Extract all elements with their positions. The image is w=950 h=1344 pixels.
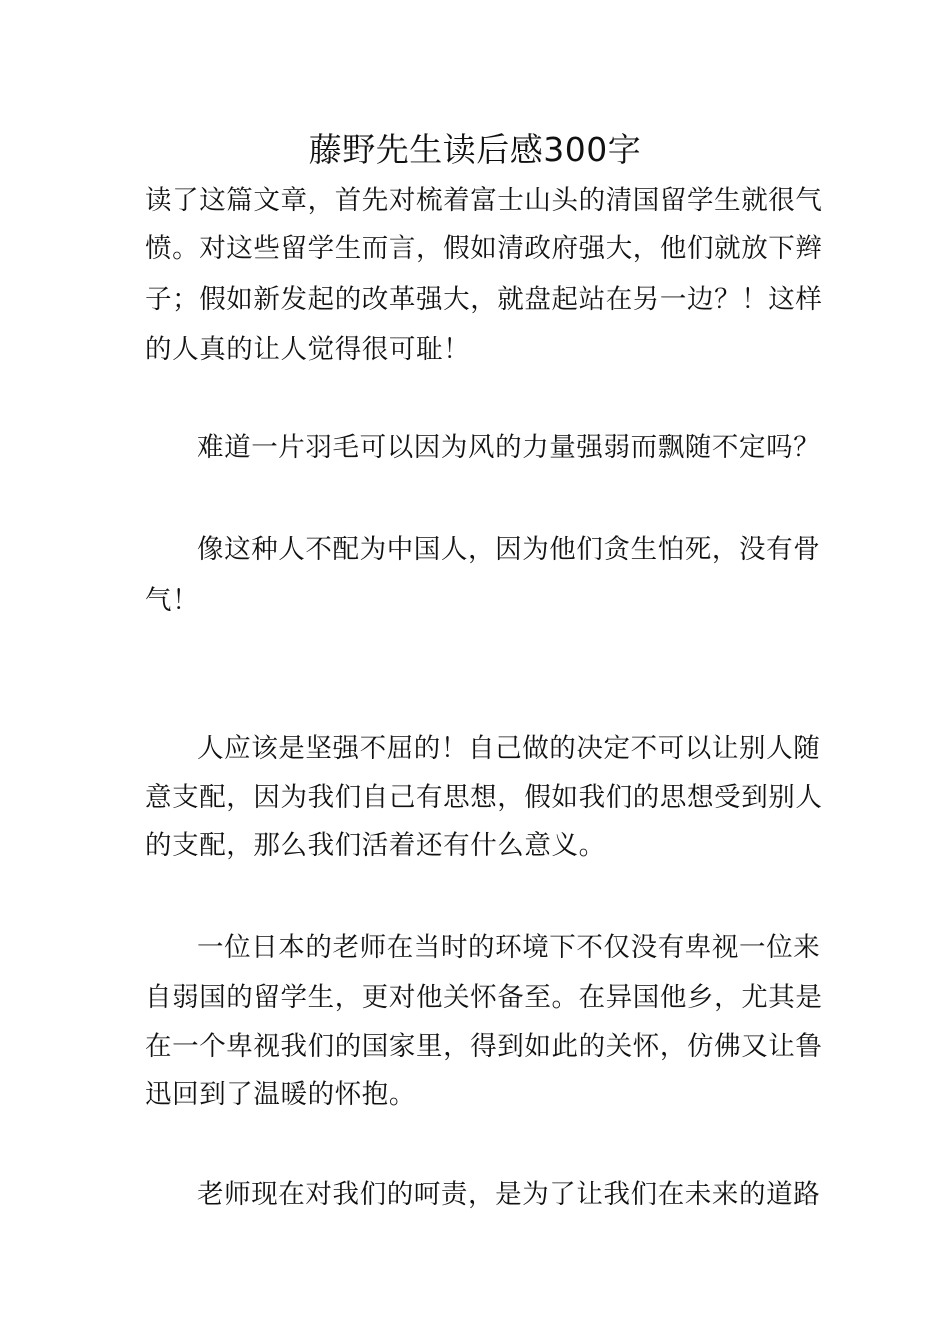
paragraph-line: 自弱国的留学生，更对他关怀备至。在异国他乡，尤其是 [145, 982, 823, 1013]
paragraph-line: 一位日本的老师在当时的环境下不仅没有卑视一位来 [197, 932, 821, 963]
paragraph-line: 难道一片羽毛可以因为风的力量强弱而飘随不定吗？ [197, 432, 821, 463]
paragraph-line: 迅回到了温暖的怀抱。 [145, 1079, 416, 1110]
paragraph-line: 愤。对这些留学生而言，假如清政府强大，他们就放下辫 [145, 233, 823, 264]
paragraph-line: 子；假如新发起的改革强大，就盘起站在另一边？！这样 [145, 284, 823, 315]
paragraph-line: 在一个卑视我们的国家里，得到如此的关怀，仿佛又让鲁 [145, 1031, 823, 1062]
paragraph-line: 意支配，因为我们自己有思想，假如我们的思想受到别人 [145, 782, 823, 813]
paragraph-line: 的支配，那么我们活着还有什么意义。 [145, 830, 606, 861]
paragraph-line: 读了这篇文章，首先对梳着富士山头的清国留学生就很气 [145, 185, 823, 216]
paragraph-line: 人应该是坚强不屈的！自己做的决定不可以让别人随 [197, 733, 821, 764]
paragraph-line: 像这种人不配为中国人，因为他们贪生怕死，没有骨 [197, 534, 821, 565]
paragraph-line: 老师现在对我们的呵责，是为了让我们在未来的道路 [197, 1179, 821, 1210]
document-title: 藤野先生读后感300字 [308, 130, 642, 169]
paragraph-line: 气！ [145, 585, 200, 616]
paragraph-line: 的人真的让人觉得很可耻！ [145, 334, 471, 365]
